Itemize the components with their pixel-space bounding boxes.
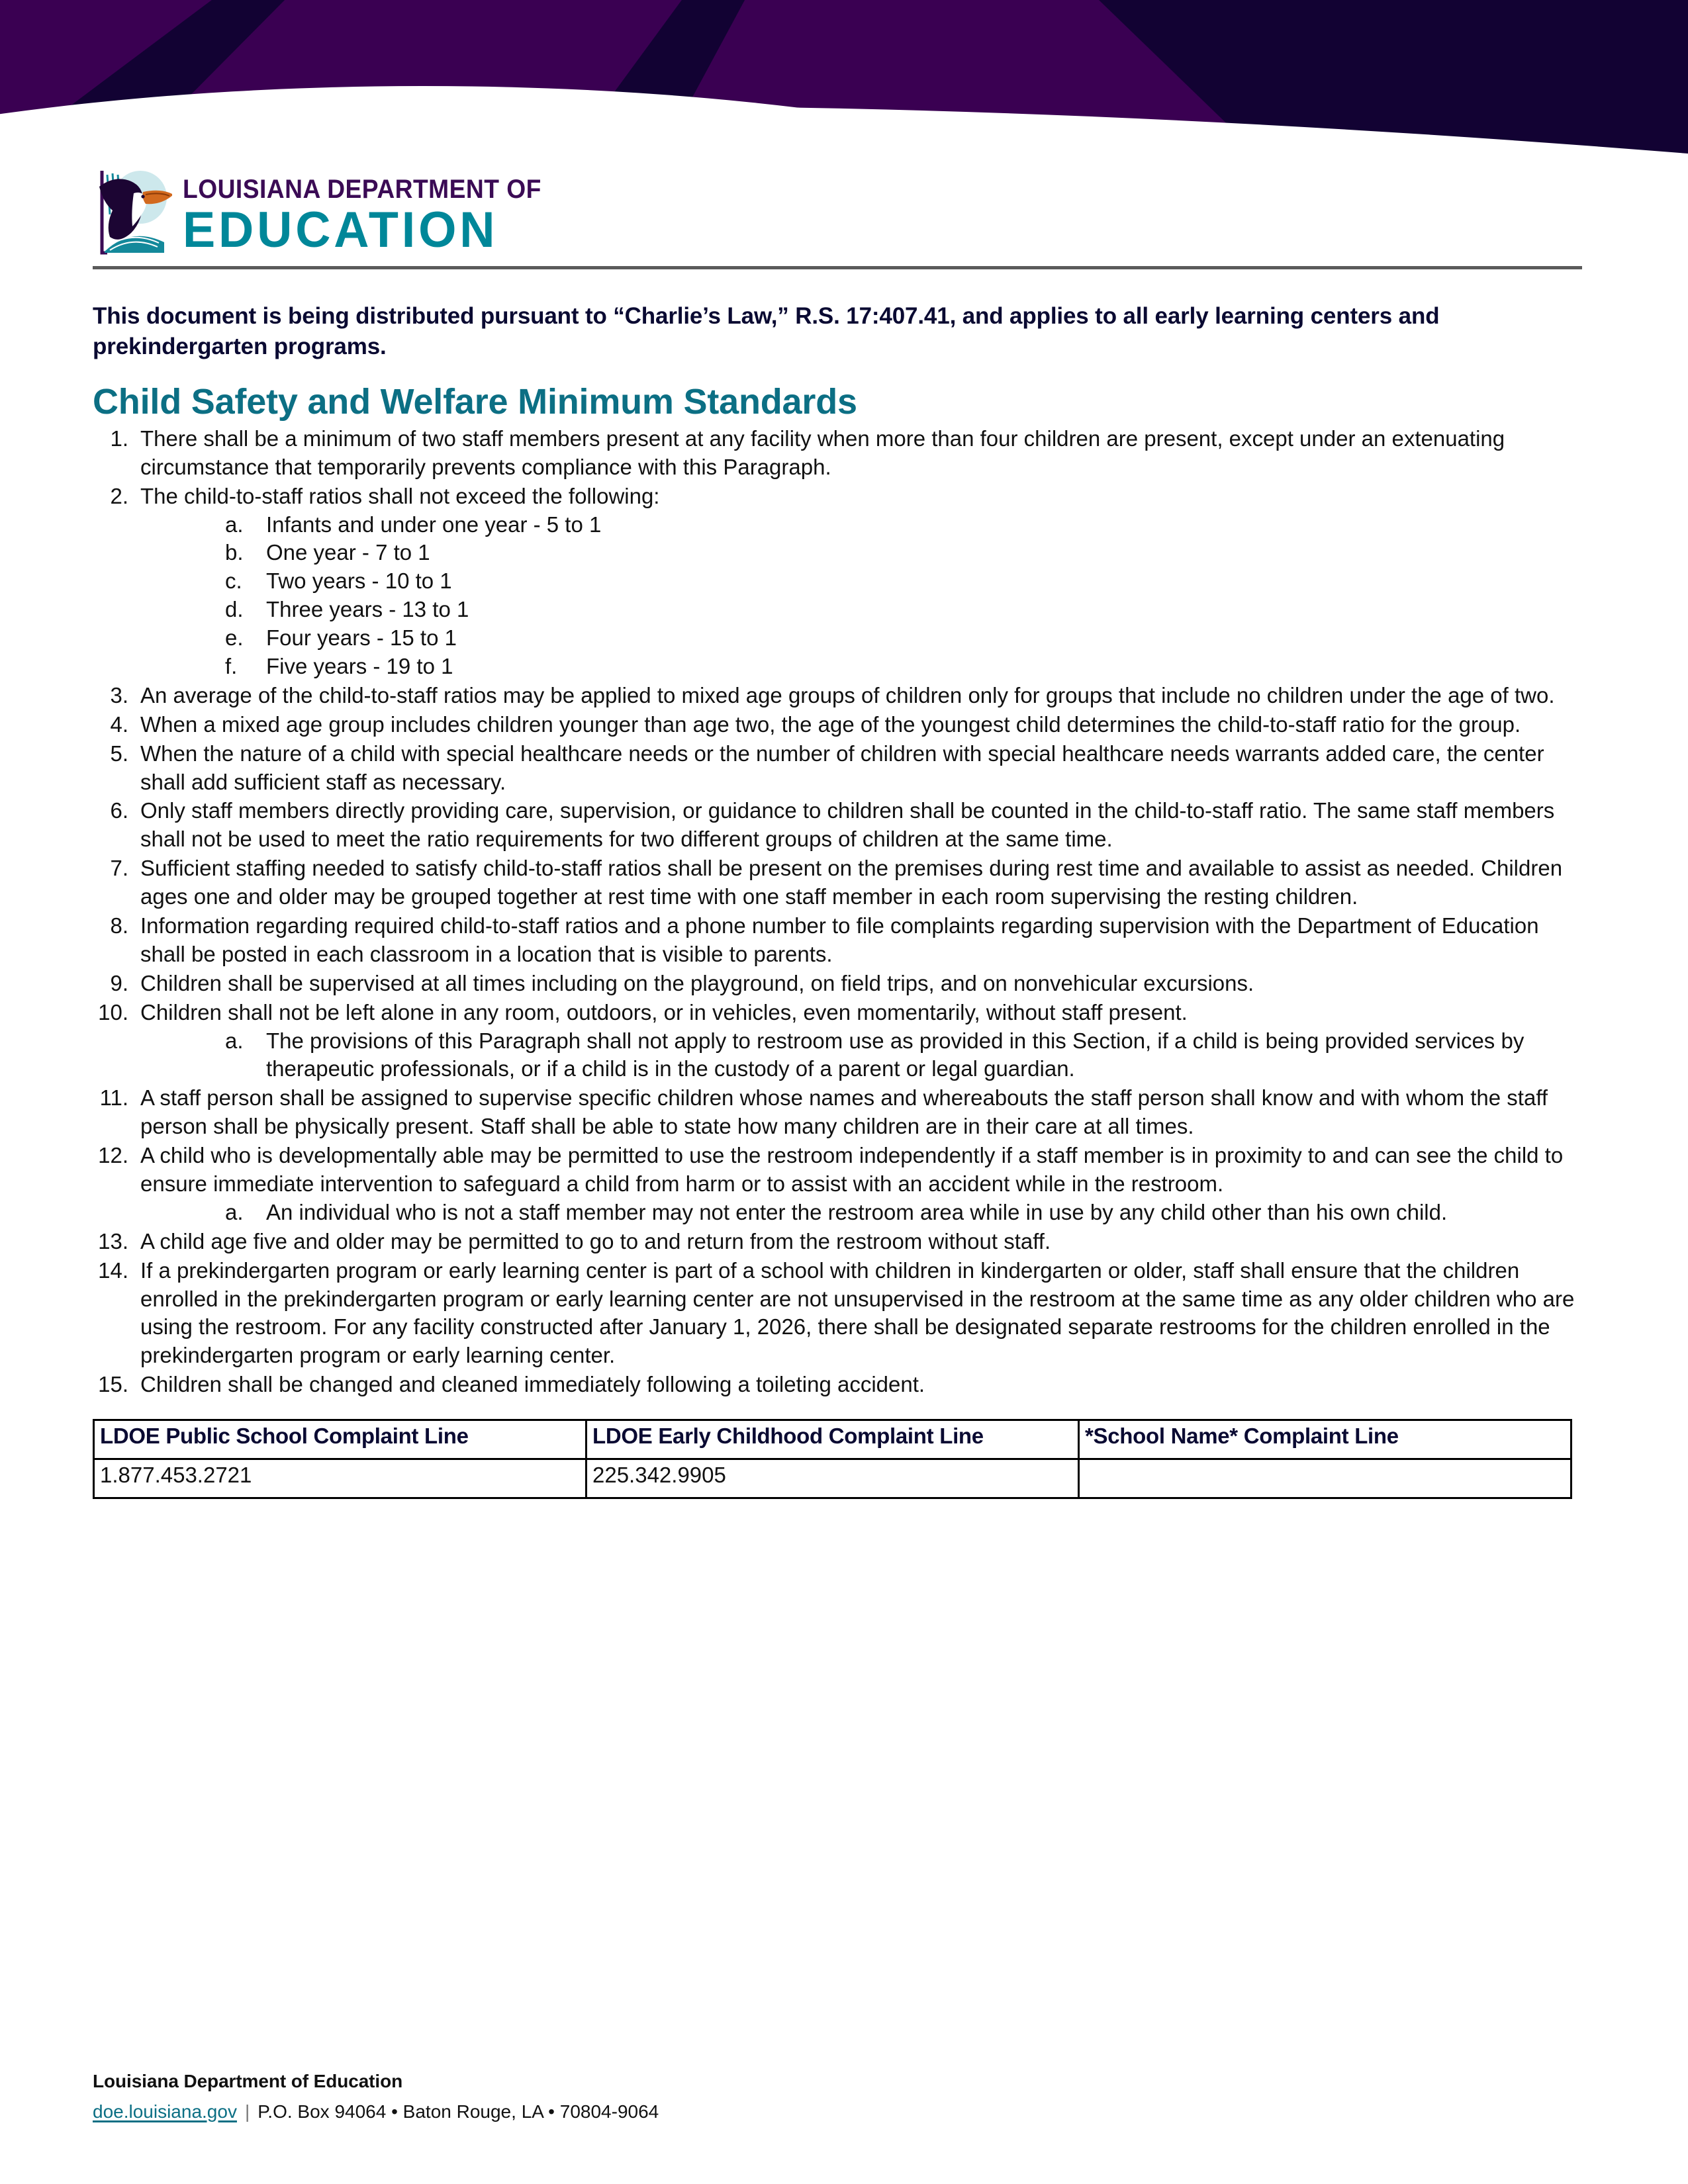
standard-item-body (140, 970, 1589, 998)
table-row (94, 1459, 1571, 1498)
standard-item-body (140, 711, 1589, 739)
standard-item (93, 425, 1589, 482)
standard-item-marker: 14. (98, 1257, 128, 1283)
standard-item-text: A child age five and older may be permitted to go to and return from the restroom without staff. (140, 1228, 1051, 1253)
standard-subitem-marker: e. (225, 625, 244, 651)
page-title: Child Safety and Welfare Minimum Standards (93, 382, 857, 422)
standard-item-body (140, 1371, 1589, 1399)
standard-item (93, 1228, 1589, 1256)
standard-item-body (140, 1142, 1589, 1227)
standard-subitem-list (225, 1199, 1589, 1227)
standard-item-body (140, 1228, 1589, 1256)
document-footer (93, 2068, 1589, 2125)
standard-subitem-list (225, 511, 1589, 681)
standard-subitem-text: An individual who is not a staff member may not enter the restroom area while in use by any child other than his own child. (266, 1199, 1448, 1224)
standard-subitem-text: Two years - 10 to 1 (266, 569, 452, 594)
standard-item-marker: 1. (110, 426, 128, 451)
standard-item-marker: 13. (98, 1228, 128, 1253)
standard-subitem (225, 653, 1589, 681)
standard-item-body (140, 482, 1589, 681)
standard-item-text: When the nature of a child with special healthcare needs or the number of children with special healthcare needs warrants added care, the center shall add sufficient staff as necessary. (140, 741, 1544, 794)
standard-item-body (140, 682, 1589, 710)
standard-item-text: There shall be a minimum of two staff members present at any facility when more than four children are present, except under an extenuating circumstance that temporarily prevents compliance with this Paragraph. (140, 426, 1505, 479)
standard-item-text: A child who is developmentally able may be permitted to use the restroom independently if a staff member is in proximity to and can see the child to ensure immediate intervention to safeguard a child from harm or to assist with an accident while in the restroom. (140, 1143, 1564, 1196)
footer-contact-line (93, 2099, 1589, 2125)
standard-subitem-text: Three years - 13 to 1 (266, 597, 469, 622)
complaint-lines-table (93, 1419, 1572, 1499)
standard-item (93, 797, 1589, 854)
table-column-header: LDOE Early Childhood Complaint Line (586, 1420, 1079, 1459)
standard-subitem (225, 539, 1589, 567)
standard-item (93, 912, 1589, 969)
standard-item-text: When a mixed age group includes children younger than age two, the age of the youngest child determines the child-to-staff ratio for the group. (140, 711, 1521, 737)
standard-subitem-text: One year - 7 to 1 (266, 540, 430, 565)
standard-item-marker: 15. (98, 1372, 128, 1397)
standard-subitem-list (225, 1027, 1589, 1084)
standard-item-marker: 2. (110, 483, 128, 508)
standard-subitem (225, 1199, 1589, 1227)
standard-item-text: An average of the child-to-staff ratios may be applied to mixed age groups of children only for groups that include no children under the age of two. (140, 682, 1555, 707)
standard-item-text: A staff person shall be assigned to supervise specific children whose names and whereabouts the staff person shall know and with whom the staff person shall be physically present. Staff shall be able to state how many children are in their care at all times. (140, 1085, 1548, 1139)
standard-subitem (225, 511, 1589, 539)
standard-subitem (225, 1027, 1589, 1084)
standard-subitem-marker: f. (225, 653, 238, 678)
standard-subitem (225, 624, 1589, 653)
table-header-row (94, 1420, 1571, 1459)
standard-item-body (140, 1257, 1589, 1371)
decorative-header-banner (0, 0, 1688, 154)
standard-item-body (140, 425, 1589, 482)
standard-item-marker: 10. (98, 999, 128, 1024)
standard-item (93, 999, 1589, 1084)
ldoe-logo (93, 159, 569, 258)
standard-item (93, 854, 1589, 911)
standard-subitem-marker: d. (225, 597, 244, 622)
standard-item (93, 970, 1589, 998)
table-cell (1079, 1459, 1571, 1498)
standard-subitem-text: The provisions of this Paragraph shall not apply to restroom use as provided in this Section, if a child is being provided services by therapeutic professionals, or if a child is in the custody of a parent or legal guardian. (266, 1028, 1524, 1081)
standard-item-text: If a prekindergarten program or early learning center is part of a school with children in kindergarten or older, staff shall ensure that the children enrolled in the prekindergarten program or early learning center are not unsupervised in the restroom at the same time as any older children who are using the restroom. For any facility constructed after January 1, 2026, there shall be designated separate restrooms for the children enrolled in the prekindergarten program or early learning center. (140, 1257, 1575, 1368)
logo-line-education: EDUCATION (183, 202, 498, 258)
standard-item-marker: 7. (110, 856, 128, 881)
standard-item-body (140, 854, 1589, 911)
standard-item-text: Children shall be changed and cleaned immediately following a toileting accident. (140, 1372, 925, 1397)
standard-item-body (140, 797, 1589, 854)
table-column-header: *School Name* Complaint Line (1079, 1420, 1571, 1459)
standard-item-body (140, 999, 1589, 1084)
footer-separator: | (244, 2101, 250, 2122)
ldoe-wordmark (183, 176, 569, 258)
standard-subitem-text: Five years - 19 to 1 (266, 653, 453, 678)
footer-website-link[interactable]: doe.louisiana.gov (93, 2101, 237, 2122)
standard-item-marker: 8. (110, 913, 128, 938)
standard-item (93, 1257, 1589, 1371)
standard-item-marker: 4. (110, 711, 128, 737)
standard-item (93, 482, 1589, 681)
table-cell: 1.877.453.2721 (94, 1459, 586, 1498)
footer-organization: Louisiana Department of Education (93, 2071, 403, 2091)
header-divider-rule (93, 266, 1582, 269)
standard-item-text: Only staff members directly providing care, supervision, or guidance to children shall be counted in the child-to-staff ratio. The same staff members shall not be used to meet the ratio requirements for two different groups of children at the same time. (140, 798, 1555, 852)
standard-item-marker: 5. (110, 741, 128, 766)
standard-subitem-text: Four years - 15 to 1 (266, 625, 457, 651)
table-cell: 225.342.9905 (586, 1459, 1079, 1498)
standard-item-marker: 12. (98, 1143, 128, 1168)
standard-item-text: Children shall be supervised at all times including on the playground, on field trips, and on nonvehicular excursions. (140, 970, 1254, 995)
louisiana-pelican-book-logo-icon (93, 159, 172, 258)
footer-address: P.O. Box 94064 • Baton Rouge, LA • 70804-9064 (258, 2101, 659, 2122)
standard-item-body (140, 1084, 1589, 1141)
banner-graphic (0, 0, 1688, 154)
standard-item (93, 1371, 1589, 1399)
standard-item-text: Sufficient staffing needed to satisfy child-to-staff ratios shall be present on the premises during rest time and available to assist as needed. Children ages one and older may be grouped together at rest time with one staff member in each room supervising the resting children. (140, 856, 1563, 909)
standard-item-marker: 6. (110, 798, 128, 823)
standard-item-text: The child-to-staff ratios shall not exceed the following: (140, 483, 660, 508)
document-content (93, 301, 1589, 1499)
standard-item-marker: 11. (99, 1085, 128, 1111)
standards-list (93, 425, 1589, 1399)
standard-subitem-marker: c. (225, 569, 242, 594)
standard-item (93, 682, 1589, 710)
standard-subitem-marker: a. (225, 1028, 244, 1053)
standard-item-text: Children shall not be left alone in any room, outdoors, or in vehicles, even momentarily, without staff present. (140, 999, 1188, 1024)
standard-item (93, 711, 1589, 739)
standard-subitem-text: Infants and under one year - 5 to 1 (266, 512, 602, 537)
standard-subitem-marker: a. (225, 1199, 244, 1224)
standard-item-marker: 9. (110, 970, 128, 995)
standard-item (93, 740, 1589, 797)
logo-line-department: LOUISIANA DEPARTMENT OF (183, 175, 541, 204)
standard-item-body (140, 740, 1589, 797)
standard-subitem (225, 596, 1589, 624)
standard-item-text: Information regarding required child-to-staff ratios and a phone number to file complaints regarding supervision with the Department of Education shall be posted in each classroom in a location that is visible to parents. (140, 913, 1539, 966)
intro-paragraph: This document is being distributed pursuant to “Charlie’s Law,” R.S. 17:407.41, and applies to all early learning centers and prekindergarten programs. (93, 303, 1440, 360)
standard-subitem-marker: b. (225, 540, 244, 565)
standard-subitem (225, 567, 1589, 596)
standard-item-marker: 3. (110, 682, 128, 707)
standard-subitem-marker: a. (225, 512, 244, 537)
standard-item (93, 1084, 1589, 1141)
standard-item (93, 1142, 1589, 1227)
standard-item-body (140, 912, 1589, 969)
table-column-header: LDOE Public School Complaint Line (94, 1420, 586, 1459)
